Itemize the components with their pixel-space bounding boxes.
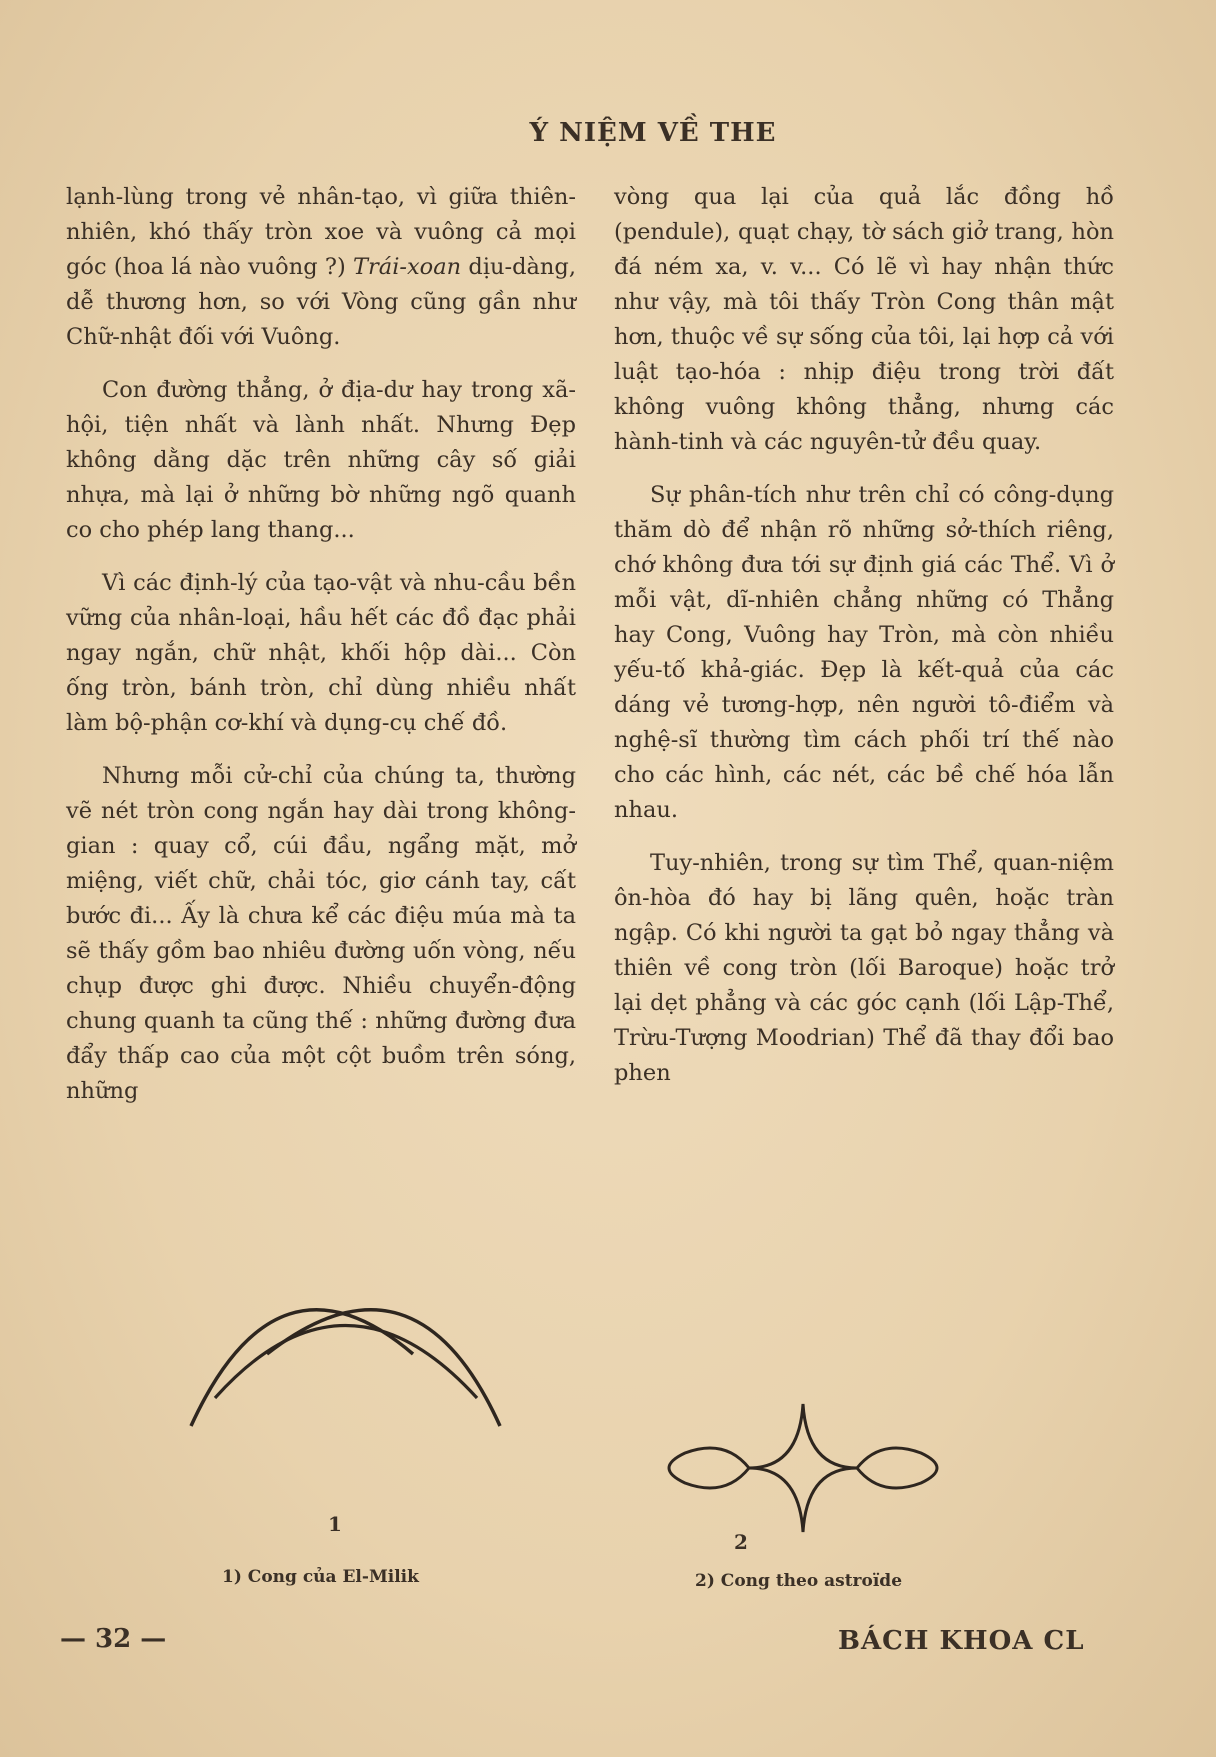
figure-number: 2 <box>734 1530 748 1554</box>
figure-el-milik <box>185 1278 505 1428</box>
paragraph: Con đường thẳng, ở địa-dư hay trong xã-hội, tiện nhất và lành nhất. Nhưng Đẹp không dằng dặc trên những cây số giải nhựa, mà lại ở những bờ những ngõ quanh co cho phép lang thang... <box>66 377 576 543</box>
astroid-curve-graphic <box>645 1398 965 1538</box>
paragraph: Vì các định-lý của tạo-vật và nhu-cầu bền vững của nhân-loại, hầu hết các đồ đạc phải ngay ngắn, chữ nhật, khối hộp dài... Còn ống tròn, bánh tròn, chỉ dùng nhiều nhất làm bộ-phận cơ-khí và dụng-cụ chế đồ. <box>66 570 576 736</box>
right-column <box>614 180 1114 1109</box>
paragraph: Nhưng mỗi cử-chỉ của chúng ta, thường vẽ nét tròn cong ngắn hay dài trong không-gian : quay cổ, cúi đầu, ngẩng mặt, mở miệng, viết chữ, chải tóc, giơ cánh tay, cất bước đi... Ấy là chưa kể các điệu múa mà ta sẽ thấy gồm bao nhiêu đường uốn vòng, nếu chụp được ghi được. Nhiều chuyển-động chung quanh ta cũng thế : những đường đưa đẩy thấp cao của một cột buồm trên sóng, những <box>66 763 576 1104</box>
paragraph-text: dịu-dàng, dễ thương hơn, so với Vòng cũng gần như Chữ-nhật đối với Vuông. <box>66 254 576 350</box>
figure-caption: 1) Cong của El-Milik <box>222 1567 419 1587</box>
figure-caption: 2) Cong theo astroïde <box>695 1571 903 1591</box>
paragraph: Tuy-nhiên, trong sự tìm Thể, quan-niệm ôn-hòa đó hay bị lãng quên, hoặc tràn ngập. Có khi người ta gạt bỏ ngay thẳng và thiên về cong tròn (lối Baroque) hoặc trở lại dẹt phẳng và các góc cạnh (lối Lập-Thể, Trừu-Tượng Moodrian) Thể đã thay đổi bao phen <box>614 850 1114 1086</box>
magazine-name: BÁCH KHOA CL <box>838 1626 1085 1656</box>
figure-number: 1 <box>328 1512 342 1536</box>
left-column <box>66 180 576 1127</box>
paragraph: Sự phân-tích như trên chỉ có công-dụng thăm dò để nhận rõ những sở-thích riêng, chớ không đưa tới sự định giá các Thể. Vì ở mỗi vật, dĩ-nhiên chẳng những có Thẳng hay Cong, Vuông hay Tròn, mà còn nhiều yếu-tố khả-giác. Đẹp là kết-quả của các dáng vẻ tương-hợp, nên người tô-điểm và nghệ-sĩ thường tìm cách phối trí thế nào cho các hình, các nét, các bề chế hóa lẫn nhau. <box>614 482 1114 823</box>
page-header: Ý NIỆM VỀ THE <box>529 118 777 148</box>
paragraph-text: lạnh-lùng trong vẻ nhân-tạo, vì giữa thiên-nhiên, khó thấy tròn xoe và vuông cả mọi góc (hoa lá nào vuông ?) <box>66 184 576 280</box>
emphasis-text: Trái-xoan <box>353 254 462 280</box>
paragraph: vòng qua lại của quả lắc đồng hồ (pendule), quạt chạy, tờ sách giở trang, hòn đá ném xa, v. v... Có lẽ vì hay nhận thức như vậy, mà tôi thấy Tròn Cong thân mật hơn, thuộc về sự sống của tôi, lại hợp cả với luật tạo-hóa : nhịp điệu trong trời đất không vuông không thẳng, nhưng các hành-tinh và các nguyên-tử đều quay. <box>614 184 1114 455</box>
paragraph <box>66 180 576 355</box>
el-milik-arches-graphic <box>185 1278 505 1428</box>
page-number: — 32 — <box>60 1624 167 1654</box>
figure-astroid <box>645 1398 965 1538</box>
